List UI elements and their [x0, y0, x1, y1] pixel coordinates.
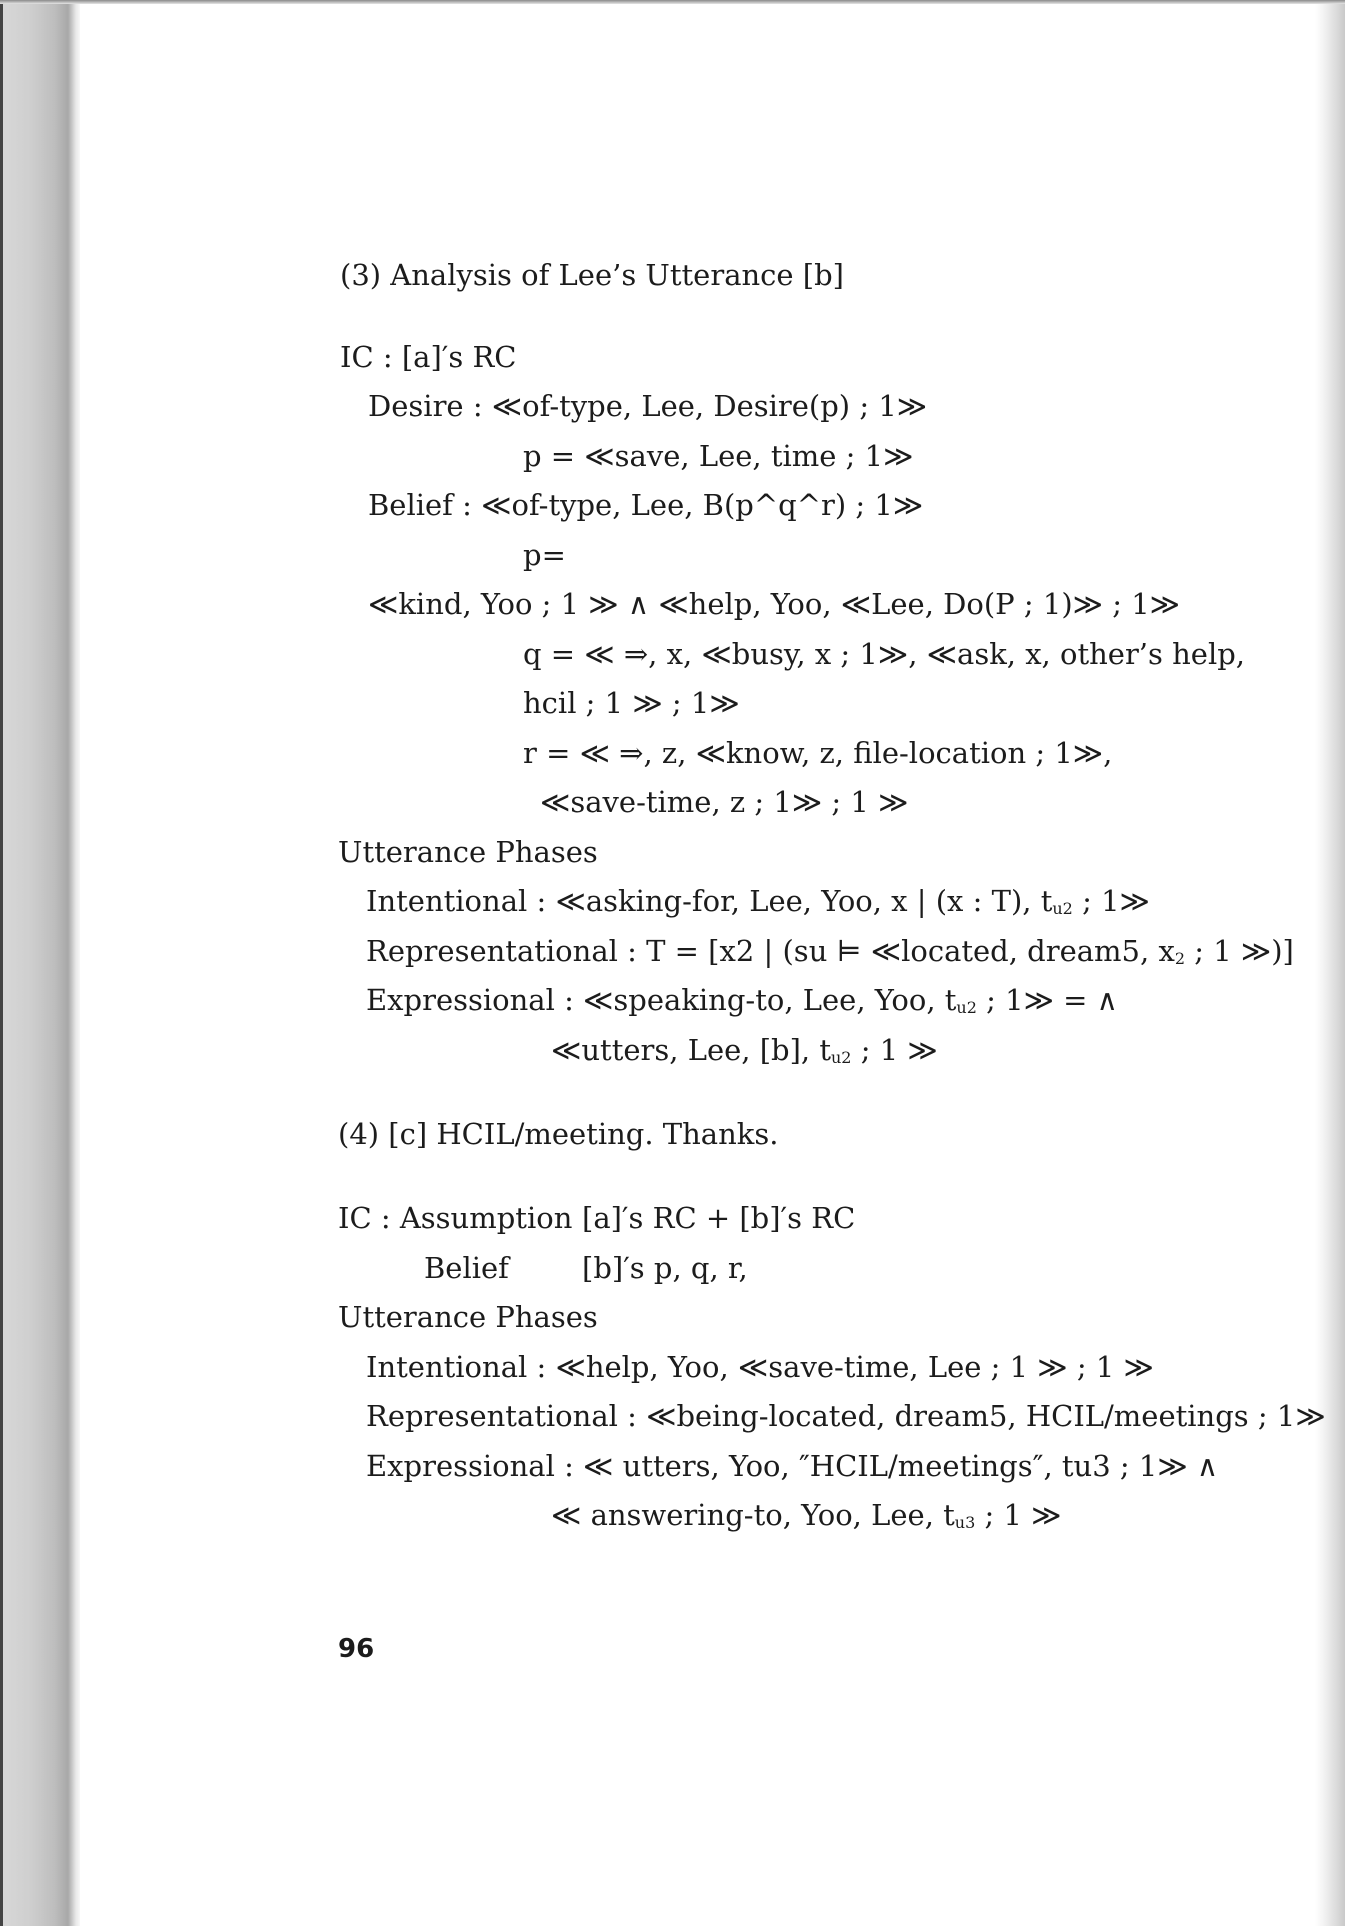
page-binding-shadow	[0, 0, 80, 1926]
section-3-q-line-1: q = ≪ ⇒, x, ≪busy, x ; 1≫, ≪ask, x, other’s help,	[523, 637, 1246, 671]
page-right-shadow	[1315, 0, 1345, 1926]
section-3-utterance-phases: Utterance Phases	[338, 835, 598, 869]
section-3-expressional-line-2: ≪utters, Lee, [b], $t_{u2}$ ; 1 ≫	[551, 1033, 938, 1067]
section-4-belief-value: [b]′s p, q, r,	[582, 1251, 748, 1285]
section-4-expressional-line-2: ≪ answering-to, Yoo, Lee, $t_{u3}$ ; 1 ≫	[551, 1498, 1062, 1532]
page-top-border	[0, 0, 1345, 4]
section-4-ic-label: IC : Assumption	[338, 1201, 573, 1235]
section-3-heading: (3) Analysis of Lee’s Utterance [b]	[340, 258, 844, 292]
section-4-intentional: Intentional : ≪help, Yoo, ≪save-time, Lee ; 1 ≫ ; 1 ≫	[366, 1350, 1154, 1384]
section-3-belief-p-value: ≪kind, Yoo ; 1 ≫ ∧ ≪help, Yoo, ≪Lee, Do(P ; 1)≫ ; 1≫	[368, 587, 1181, 621]
page-left-border	[0, 0, 3, 1926]
section-3-ic-heading: IC : [a]′s RC	[340, 340, 517, 374]
section-3-r-line-2: ≪save-time, z ; 1≫ ; 1 ≫	[540, 785, 909, 819]
section-4-utterance-phases: Utterance Phases	[338, 1300, 598, 1334]
section-4-belief-label: Belief	[424, 1251, 509, 1285]
section-3-belief: Belief : ≪of-type, Lee, B(p^q^r) ; 1≫	[368, 488, 924, 522]
section-3-representational: Representational : T = [x2 | (su ⊨ ≪located, dream5, $x_2$ ; 1 ≫)]	[366, 934, 1294, 968]
section-3-q-line-2: hcil ; 1 ≫ ; 1≫	[523, 686, 740, 720]
section-3-r-line-1: r = ≪ ⇒, z, ≪know, z, file-location ; 1≫,	[523, 736, 1113, 770]
section-4-representational: Representational : ≪being-located, dream5, HCIL/meetings ; 1≫	[366, 1399, 1326, 1433]
section-3-desire-p: p = ≪save, Lee, time ; 1≫	[523, 439, 914, 473]
section-3-belief-p-label: p=	[523, 538, 566, 572]
section-3-intentional: Intentional : ≪asking-for, Lee, Yoo, x | (x : T), $t_{u2}$ ; 1≫	[366, 884, 1150, 918]
section-4-ic-value: [a]′s RC + [b]′s RC	[582, 1201, 856, 1235]
section-4-heading: (4) [c] HCIL/meeting. Thanks.	[338, 1117, 779, 1151]
section-3-expressional-line-1: Expressional : ≪speaking-to, Lee, Yoo, $t_{u2}$ ; 1≫ = ∧	[366, 983, 1118, 1017]
page-number: 96	[338, 1634, 375, 1664]
section-3-desire: Desire : ≪of-type, Lee, Desire(p) ; 1≫	[368, 389, 928, 423]
section-4-expressional-line-1: Expressional : ≪ utters, Yoo, ″HCIL/meetings″, tu3 ; 1≫ ∧	[366, 1449, 1219, 1483]
